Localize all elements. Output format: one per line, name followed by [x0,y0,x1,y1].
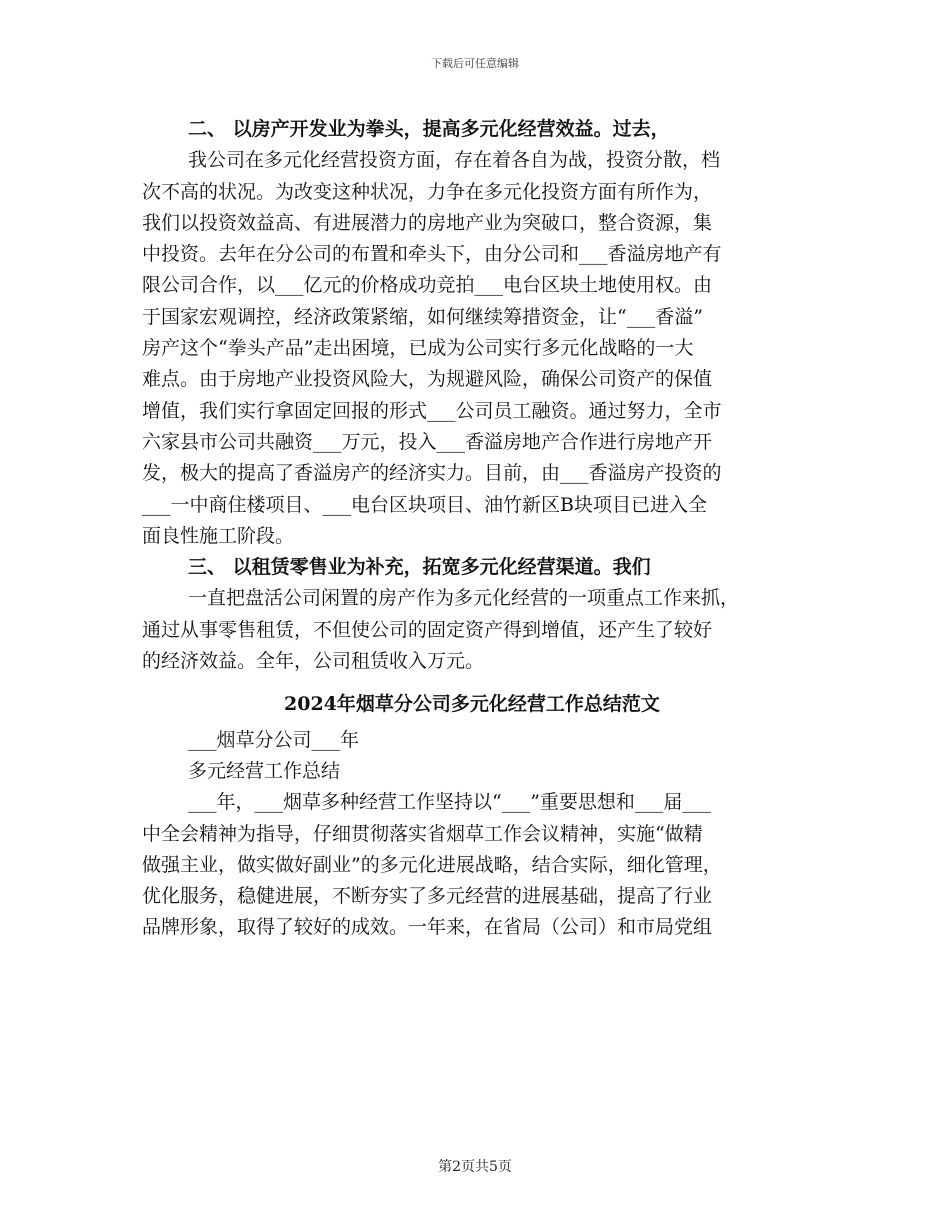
document-body [142,114,812,944]
paragraph-line: ___一中商住楼项目、___电台区块项目、油竹新区B块项目已进入全 [142,493,707,516]
paragraph-line: 六家县市公司共融资___万元，投入___香溢房地产合作进行房地产开 [142,430,713,453]
section-heading: 二、 以房产开发业为拳头，提高多元化经营效益。过去， [188,118,670,140]
paragraph-line: 房产这个“拳头产品”走出困境，已成为公司实行多元化战略的一大 [142,337,694,360]
paragraph-line: 一直把盘活公司闲置的房产作为多元化经营的一项重点工作来抓， [188,587,740,610]
paragraph-line: 次不高的状况。为改变这种状况，力争在多元化投资方面有所作为， [142,180,713,203]
paragraph-line: 限公司合作，以___亿元的价格成功竞拍___电台区块土地使用权。由 [142,274,713,297]
page-header-note: 下载后可任意编辑 [431,57,519,70]
paragraph-line: 通过从事零售租赁，不但使公司的固定资产得到增值，还产生了较好 [142,618,713,641]
paragraph-line: 中全会精神为指导，仔细贯彻落实省烟草工作会议精神，实施“做精 [142,822,703,845]
paragraph-line: 优化服务，稳健进展，不断夯实了多元经营的进展基础，提高了行业 [142,885,713,908]
paragraph-line: 于国家宏观调控，经济政策紧缩，如何继续筹措资金，让“___香溢” [142,305,703,328]
paragraph-line: 品牌形象，取得了较好的成效。一年来，在省局（公司）和市局党组 [142,916,713,939]
paragraph-line: 做强主业，做实做好副业”的多元化进展战略，结合实际，细化管理， [142,853,722,876]
article-subtitle: 多元经营工作总结 [188,759,341,782]
paragraph-line: 我公司在多元化经营投资方面，存在着各自为战，投资分散，档 [188,149,721,172]
article-subtitle: ___烟草分公司___年 [188,728,360,751]
paragraph-line: 的经济效益。全年，公司租赁收入万元。 [142,650,485,673]
paragraph-line: 中投资。去年在分公司的布置和牵头下，由分公司和___香溢房地产有 [142,243,722,266]
paragraph-line: 增值，我们实行拿固定回报的形式___公司员工融资。通过努力，全市 [142,399,722,422]
page-number: 第2页共5页 [438,1159,512,1175]
paragraph-line: 难点。由于房地产业投资风险大，为规避风险，确保公司资产的保值 [142,368,713,391]
paragraph-line: 发，极大的提高了香溢房产的经济实力。目前，由___香溢房产投资的 [142,462,722,485]
paragraph-line: 我们以投资效益高、有进展潜力的房地产业为突破口，整合资源，集 [142,211,713,234]
paragraph-line: 面良性施工阶段。 [142,524,295,547]
article-title: 2024年烟草分公司多元化经营工作总结范文 [284,693,660,716]
paragraph-line: ___年，___烟草多种经营工作坚持以“___”重要思想和___届___ [188,791,711,814]
section-heading: 三、 以租赁零售业为补充，拓宽多元化经营渠道。我们 [188,556,651,579]
